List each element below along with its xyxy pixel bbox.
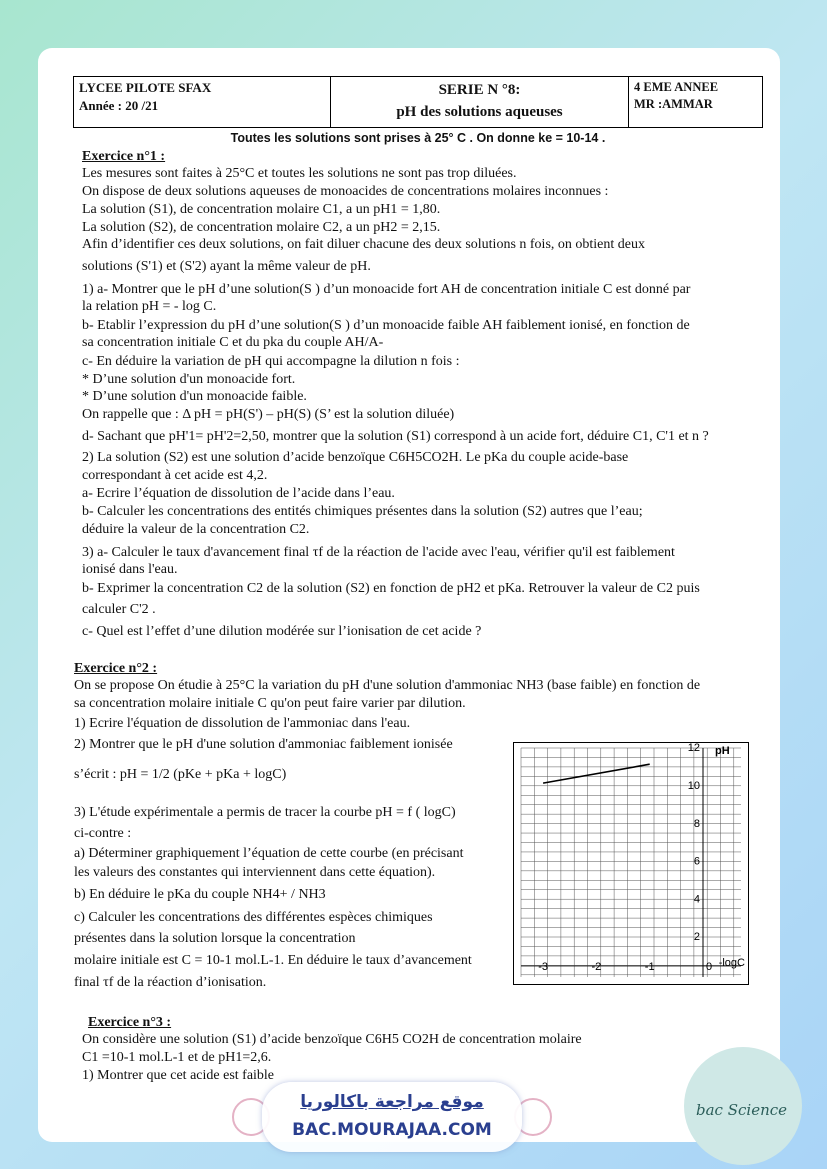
exercise-1-title: Exercice n°1 :	[82, 149, 166, 164]
ex2-line: 2) Montrer que le pH d'une solution d'ammoniac faiblement ionisée	[74, 737, 453, 752]
ex1-line: sa concentration initiale C et du pka du couple AH/A-	[82, 335, 384, 350]
footer-site-link[interactable]: BAC.MOURAJAA.COM	[292, 1120, 492, 1140]
ex1-line: On dispose de deux solutions aqueuses de monoacides de concentrations molaires inconnues :	[82, 184, 609, 199]
ex1-line: déduire la valeur de la concentration C2.	[82, 522, 310, 537]
ex1-line: a- Ecrire l’équation de dissolution de l’acide dans l’eau.	[82, 486, 395, 501]
y-tick-label: 12	[687, 742, 700, 755]
ex3-line: C1 =10-1 mol.L-1 et de pH1=2,6.	[82, 1050, 272, 1065]
ex1-line: 3) a- Calculer le taux d'avancement final τf de la réaction de l'acide avec l'eau, vérifier qu'il est faiblement	[82, 545, 675, 560]
school-year: Année : 20 /21	[79, 98, 159, 113]
ex1-line: 1) a- Montrer que le pH d’une solution(S ) d’un monoacide fort AH de concentration initiale C est donné par	[82, 282, 691, 297]
y-axis-label: pH	[715, 745, 730, 757]
ex1-line: On rappelle que : Δ pH = pH(S') – pH(S) (S’ est la solution diluée)	[82, 407, 455, 422]
ex1-line: b- Calculer les concentrations des entités chimiques présentes dans la solution (S2) autres que l’eau;	[82, 504, 643, 519]
badge-text: bac Science	[696, 1101, 788, 1119]
ex2-line: sa concentration molaire initiale C qu'on peut faire varier par dilution.	[74, 696, 466, 711]
class-level: 4 EME ANNEE	[634, 80, 719, 94]
site-footer-banner[interactable]	[262, 1082, 522, 1152]
ex2-line: final τf de la réaction d’ionisation.	[74, 975, 267, 990]
y-tick-label: 6	[693, 855, 700, 868]
chart-frame	[514, 743, 749, 985]
x-tick-label: -3	[538, 961, 548, 973]
ex3-line: On considère une solution (S1) d’acide benzoïque C6H5 CO2H de concentration molaire	[82, 1032, 582, 1047]
ex1-line: * D’une solution d'un monoacide faible.	[82, 389, 307, 404]
school-name: LYCEE PILOTE SFAX	[79, 80, 212, 95]
ex2-line: a) Déterminer graphiquement l’équation de cette courbe (en précisant	[74, 846, 464, 861]
ex2-line: présentes dans la solution lorsque la concentration	[74, 931, 356, 946]
ex2-line: On se propose On étudie à 25°C la variation du pH d'une solution d'ammoniac NH3 (base faible) en fonction de	[74, 678, 701, 693]
x-tick-label: -1	[644, 961, 655, 973]
x-tick-label: 0	[705, 961, 713, 973]
ex2-line: c) Calculer les concentrations des différentes espèces chimiques	[74, 910, 433, 925]
subject-title: pH des solutions aqueuses	[396, 104, 563, 120]
ex3-line: 1) Montrer que cet acide est faible	[82, 1068, 275, 1083]
ex1-line: b- Etablir l’expression du pH d’une solution(S ) d’un monoacide faible AH faiblement ionisé, en fonction de	[82, 318, 690, 333]
ex2-line: 1) Ecrire l'équation de dissolution de l'ammoniac dans l'eau.	[74, 716, 411, 731]
ex2-line: s’écrit : pH = 1/2 (pKe + pKa + logC)	[74, 767, 287, 782]
y-tick-label: 2	[693, 931, 700, 944]
ex1-line: La solution (S2), de concentration molaire C2, a un pH2 = 2,15.	[82, 220, 441, 235]
ex1-line: Les mesures sont faites à 25°C et toutes les solutions ne sont pas trop diluées.	[82, 166, 517, 181]
ex1-line: b- Exprimer la concentration C2 de la solution (S2) en fonction de pH2 et pKa. Retrouver la valeur de C2 puis	[82, 581, 700, 596]
ex2-line: 3) L'étude expérimentale a permis de tracer la courbe pH = f ( logC)	[74, 805, 456, 820]
ex1-line: c- En déduire la variation de pH qui accompagne la dilution n fois :	[82, 354, 460, 369]
ex2-line: les valeurs des constantes qui interviennent dans cette équation).	[74, 865, 436, 880]
general-note: Toutes les solutions sont prises à 25° C . On donne ke = 10-14 .	[230, 131, 606, 145]
ex1-line: calculer C'2 .	[82, 602, 156, 617]
serie-title: SERIE N °8:	[438, 82, 521, 98]
y-tick-label: 8	[693, 817, 700, 830]
ex1-line: Afin d’identifier ces deux solutions, on fait diluer chacune des deux solutions n fois, on obtient deux	[82, 237, 645, 252]
exercise-2-title: Exercice n°2 :	[74, 661, 158, 676]
header-school-cell	[74, 77, 331, 127]
ex2-line: molaire initiale est C = 10-1 mol.L-1. En déduire le taux d’avancement	[74, 953, 472, 968]
y-tick-label: 10	[687, 780, 700, 792]
ex1-line: solutions (S'1) et (S'2) ayant la même valeur de pH.	[82, 259, 371, 274]
ex2-line: b) En déduire le pKa du couple NH4+ / NH3	[74, 887, 326, 902]
x-tick-label: -2	[591, 961, 602, 973]
ex1-line: correspondant à cet acide est 4,2.	[82, 468, 268, 483]
ex1-line: * D’une solution d'un monoacide fort.	[82, 372, 296, 387]
header-class-cell	[629, 77, 762, 127]
teacher-name: MR :AMMAR	[634, 97, 713, 111]
footer-arabic-link[interactable]: موقع مراجعة باكالوريا	[300, 1092, 484, 1112]
ex1-line: la relation pH = - log C.	[82, 299, 217, 314]
x-axis-label: -logC	[718, 957, 745, 969]
ex1-line: c- Quel est l’effet d’une dilution modérée sur l’ionisation de cet acide ?	[82, 624, 482, 639]
ex1-line: ionisé dans l'eau.	[82, 562, 178, 577]
ph-vs-logc-chart	[513, 742, 749, 985]
header-title-cell	[331, 77, 629, 127]
ex1-line: La solution (S1), de concentration molaire C1, a un pH1 = 1,80.	[82, 202, 441, 217]
ex1-line: 2) La solution (S2) est une solution d’acide benzoïque C6H5CO2H. Le pKa du couple acide-base	[82, 450, 629, 465]
ex1-line: d- Sachant que pH'1= pH'2=2,50, montrer que la solution (S1) correspond à un acide fort, déduire C1, C'1 et n ?	[82, 429, 709, 444]
header-table	[73, 76, 763, 128]
y-tick-label: 4	[693, 893, 700, 906]
bac-science-badge	[684, 1047, 802, 1165]
exercise-3-title: Exercice n°3 :	[88, 1015, 172, 1030]
ex2-line: ci-contre :	[74, 826, 132, 841]
